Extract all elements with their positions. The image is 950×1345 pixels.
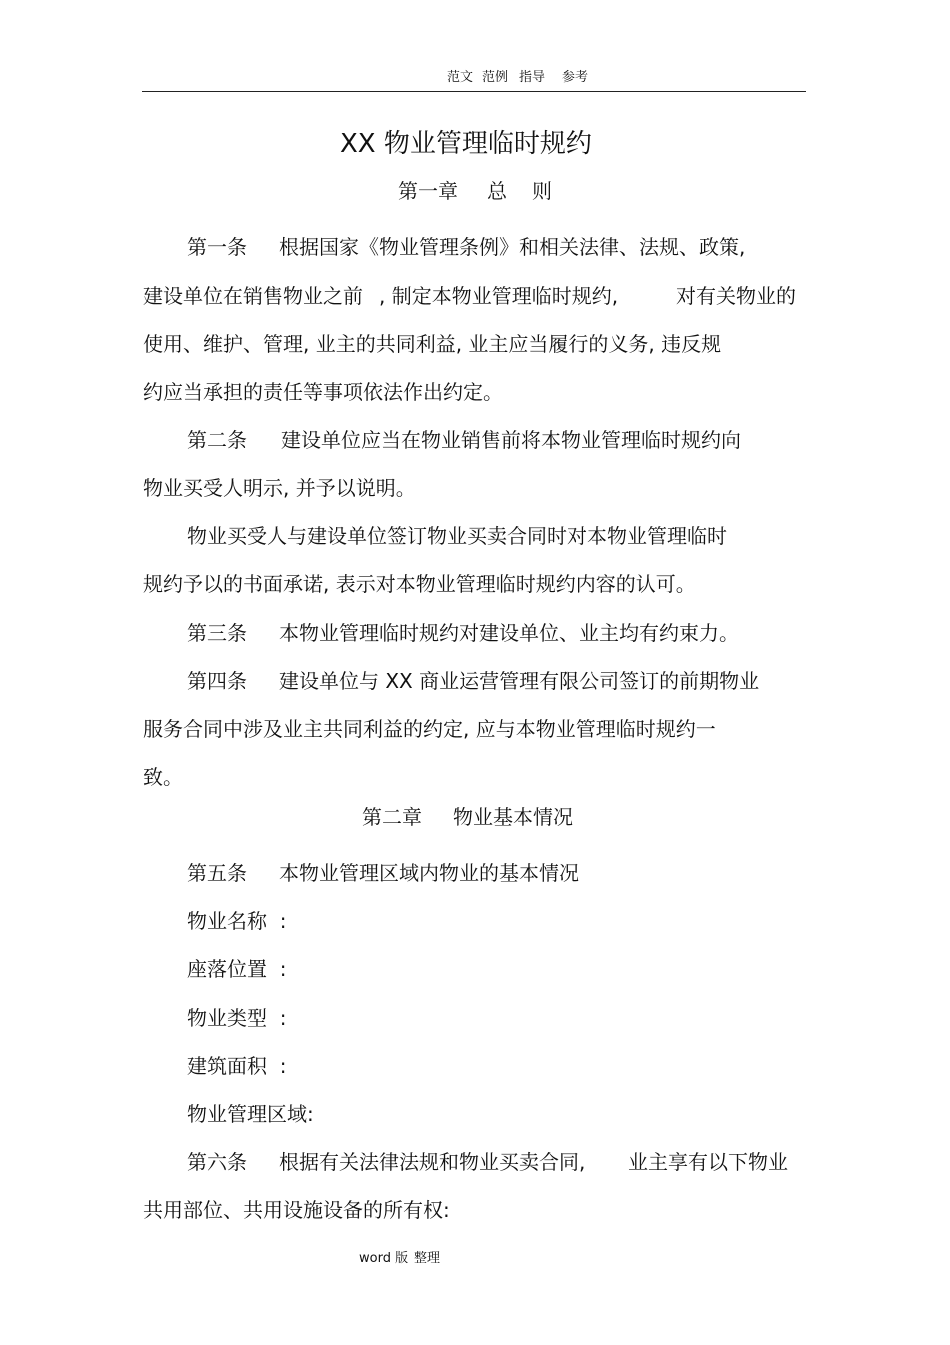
footer-item-zhengli: 整理 (414, 1251, 441, 1266)
article4-line3: 致。 (143, 765, 183, 789)
article6-number: 第六条 (187, 1150, 247, 1174)
header-item-fanwen: 范文 (447, 70, 474, 85)
article6-line1b: 业主享有以下物业 (628, 1150, 788, 1174)
article2-line1: 建设单位应当在物业销售前将本物业管理临时规约向 (281, 428, 741, 452)
field-location: 座落位置 : (187, 957, 287, 981)
field-property-name: 物业名称 : (187, 909, 287, 933)
header-item-cankao: 参考 (562, 70, 589, 85)
field-building-area: 建筑面积 : (187, 1054, 287, 1078)
document-title: XX 物业管理临时规约 (340, 129, 592, 159)
article4-line1: 建设单位与 XX 商业运营管理有限公司签订的前期物业 (279, 669, 760, 693)
footer-item-word-version: word 版 (359, 1251, 409, 1266)
article4-number: 第四条 (187, 669, 247, 693)
article1-line2c: 对有关物业的 (676, 284, 796, 308)
article1-line2b: , 制定本物业管理临时规约, (379, 284, 619, 308)
chapter1-name-part2: 则 (532, 179, 552, 203)
field-management-area: 物业管理区域: (187, 1102, 314, 1126)
article1-line2a: 建设单位在销售物业之前 (143, 284, 363, 308)
article3-line1: 本物业管理临时规约对建设单位、业主均有约束力。 (279, 621, 739, 645)
chapter2-name: 物业基本情况 (453, 805, 573, 829)
chapter1-label: 第一章 (398, 179, 458, 203)
article2-line2: 物业买受人明示, 并予以说明。 (143, 476, 416, 500)
header-item-zhidao: 指导 (519, 70, 546, 85)
chapter1-name-part1: 总 (487, 179, 507, 203)
article5-line1: 本物业管理区域内物业的基本情况 (279, 861, 579, 885)
header-divider (142, 91, 806, 92)
article3-number: 第三条 (187, 621, 247, 645)
article1-line4: 约应当承担的责任等事项依法作出约定。 (143, 380, 503, 404)
article6-line2: 共用部位、共用设施设备的所有权: (143, 1198, 450, 1222)
article1-number: 第一条 (187, 235, 247, 259)
article2-line3: 物业买受人与建设单位签订物业买卖合同时对本物业管理临时 (187, 524, 727, 548)
article2-line4: 规约予以的书面承诺, 表示对本物业管理临时规约内容的认可。 (143, 572, 696, 596)
article1-line1: 根据国家《物业管理条例》和相关法律、法规、政策, (279, 235, 746, 259)
field-property-type: 物业类型 : (187, 1006, 287, 1030)
article4-line2: 服务合同中涉及业主共同利益的约定, 应与本物业管理临时规约一 (143, 717, 716, 741)
chapter2-label: 第二章 (362, 805, 422, 829)
article1-line3: 使用、维护、管理, 业主的共同利益, 业主应当履行的义务, 违反规 (143, 332, 722, 356)
article6-line1a: 根据有关法律法规和物业买卖合同, (279, 1150, 586, 1174)
article2-number: 第二条 (187, 428, 247, 452)
header-item-fanli: 范例 (482, 70, 509, 85)
article5-number: 第五条 (187, 861, 247, 885)
